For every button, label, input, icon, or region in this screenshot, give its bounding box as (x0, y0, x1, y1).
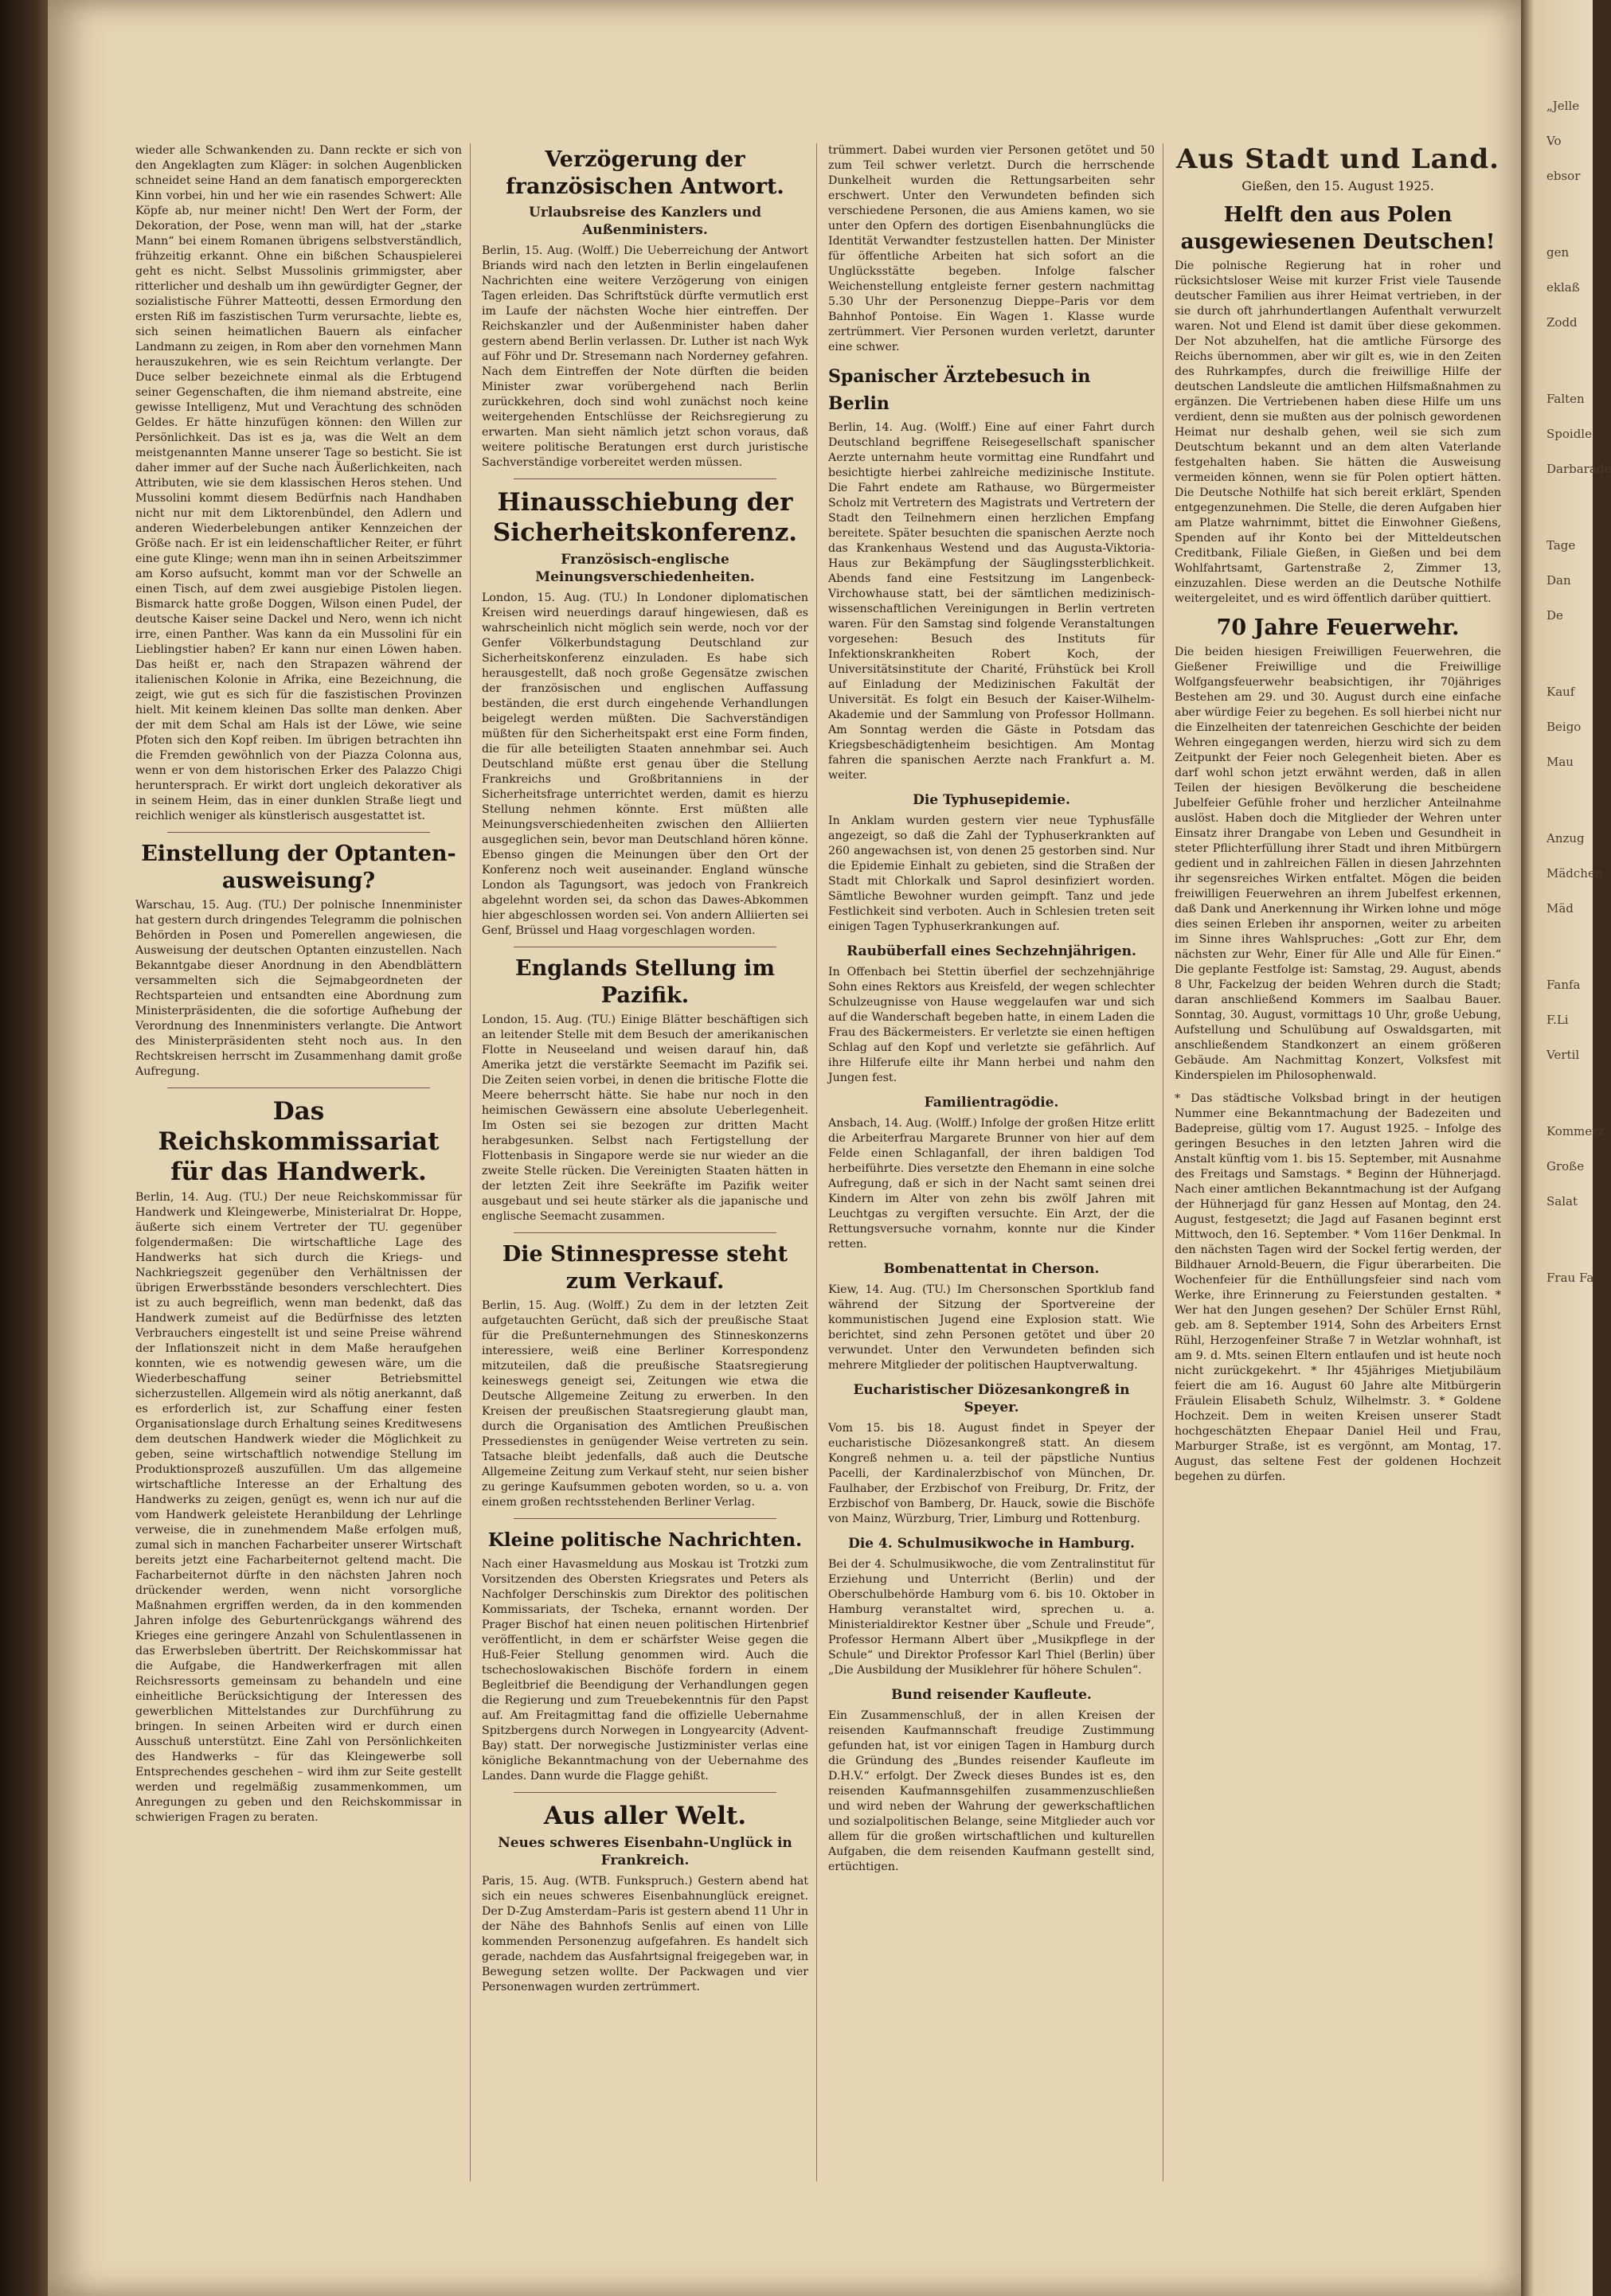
adjacent-page-edge (1521, 0, 1611, 2296)
edge-fragment: Dan (1546, 573, 1571, 588)
article-subhead: Bund reisender Kaufleute. (891, 1687, 1092, 1703)
separator-rule (514, 1518, 776, 1519)
article-subhead: Französisch-englische Meinungsverschiedenheiten. (535, 552, 755, 585)
article-headline: Das Reichskommissariat für das Handwerk. (158, 1097, 440, 1186)
edge-fragment: Anzug (1546, 831, 1585, 845)
article-body: Bei der 4. Schulmusikwoche, die vom Zentralinstitut für Erziehung und Unterricht (Berlin) und der Oberschulbehörde Hamburg vom 6. bis 10. Oktober in Hamburg veranstaltet wird, sprechen u. a. Ministerialdirektor Kestner über „Schule und Freude“, Professor Hermann Albert über „Musikpflege in der Schule“ und Direktor Professor Karl Thiel (Berlin) über „Die Ausbildung der Musiklehrer für höhere Schulen“. (828, 1558, 1155, 1677)
article-body: Die polnische Regierung hat in roher und rücksichtsloser Weise mit kurzer Frist viele Tausende deutscher Familien aus ihrer Heimat vertrieben, in der sie durch oft jahrhundertlangen Aufenthalt verwurzelt waren. Not und Elend ist damit über diese gekommen. Der Not abzuhelfen, hat die amtliche Fürsorge des Reichs übernommen, aber wir gilt es, wie in den Zeiten des Ruhrkampfes, durch die freiwillige Hilfe der deutschen Landsleute die amtlichen Hilfsmaßnahmen zu ergänzen. Die Vertriebenen haben diese Hilfe um uns verdient, denn sie mußten aus der polnisch gewordenen Heimat nur deshalb gehen, weil sie sich zum Deutschtum bekannt und an dem alten Vaterlande festgehalten haben. Sie hätten die Ausweisung vermeiden können, wenn sie für Polen optiert hätten. Die Deutsche Nothilfe hat sich bereit erklärt, Spenden entgegenzunehmen. Die Stelle, die deren Aufgaben hier am Platze wahrnimmt, bittet die Einwohner Gießens, Spenden auf ihr Konto bei der Mitteldeutschen Creditbank, Filiale Gießen, in Gießen und bei dem Wohlfahrtsamt, Gartenstraße 2, Zimmer 13, einzuzahlen. Diese werden an die Deutsche Nothilfe weitergeleitet, und es wird öffentlich darüber quittiert. (1175, 260, 1501, 605)
edge-fragment: gen (1546, 245, 1570, 260)
edge-fragment: Vertil (1546, 1048, 1580, 1062)
article-headline: Kleine politische Nachrichten. (487, 1529, 803, 1551)
edge-fragment: De (1546, 608, 1563, 623)
edge-fragment: Große (1546, 1159, 1585, 1173)
edge-fragment: F.Li (1546, 1013, 1569, 1027)
article-body: Kiew, 14. Aug. (TU.) Im Chersonschen Sportklub fand während der Sitzung der Sportvereine der kommunistischen Jugend eine Explosion statt. Wie berichtet, sind zehn Personen getötet und über 20 verwundet. Unter den Verwundeten befinden sich mehrere Mitglieder der politischen Hauptverwaltung. (828, 1283, 1155, 1372)
article-body: London, 15. Aug. (TU.) In Londoner diplomatischen Kreisen wird neuerdings darauf hingewiesen, daß es wahrscheinlich nicht möglich sein werde, noch vor der Genfer Völkerbundstagung Deutschland zur Sicherheitskonferenz einzuladen. Es habe sich herausgestellt, daß noch große Gegensätze zwischen der französischen und englischen Auffassung beständen, die erst durch eingehende Verhandlungen beigelegt werden müßten. Die Sachverständigen müßten für den Sicherheitspakt erst eine Form finden, die für alle beteiligten Staaten annehmbar sei. Auch Deutschland müßte erst genau über die Stellung Frankreichs und Großbritanniens in der Sicherheitsfrage unterrichtet werden, damit es hierzu Stellung nehmen könnte. Erst müßten alle Meinungsverschiedenheiten zwischen den Alliierten ausgeglichen sein, bevor man Deutschland hören könne. Ebenso gingen die Meinungen über den Ort der Konferenz noch weit auseinander. England wünsche London als Tagungsort, was jedoch von Frankreich abgelehnt worden sei, da schon das Dawes-Abkommen hier abgeschlossen worden sei. Von andern Alliierten sei Genf, Brüssel und Haag vorgeschlagen worden. (482, 592, 808, 937)
column-3 (828, 143, 1155, 2181)
edge-fragment: Vo (1546, 134, 1562, 148)
article-body: In Offenbach bei Stettin überfiel der sechzehnjährige Sohn eines Rektors aus Kreisfeld, der wegen schlechter Schulzeugnisse von Hause weggelaufen war und sich auf die Wanderschaft begeben hatte, in einem Laden die Frau des Bäckermeisters. Er verletzte sie einen heftigen Schlag auf den Kopf und verletzte sie gefährlich. Auf ihre Hilferufe eilte ihr Mann herbei und nahm den Jungen fest. (828, 966, 1155, 1084)
edge-fragment: Frau Fa (1546, 1271, 1594, 1285)
article-body: Ein Zusammenschluß, der in allen Kreisen der reisenden Kaufmannschaft freudige Zustimmung gefunden hat, ist vor einigen Tagen in Hamburg durch die Gründung des „Bundes reisender Kaufleute im D.H.V.“ erfolgt. Der Zweck dieses Bundes ist es, den reisenden Kaufmannsgehilfen zusammenzuschließen und wird neben der Wahrung der gewerkschaftlichen und sozialpolitischen Belange, seine Mitglieder auch vor allem für die großen wirtschaftlichen und kulturellen Aufgaben, die dem reisenden Kaufmann gestellt sind, ertüchtigen. (828, 1709, 1155, 1873)
edge-fragment: Tage (1546, 538, 1576, 553)
edge-fragment: eklaß (1546, 280, 1580, 295)
edge-fragment: Falten (1546, 392, 1585, 406)
edge-fragment: Spoidle (1546, 427, 1592, 441)
article-body: Berlin, 15. Aug. (Wolff.) Die Ueberreichung der Antwort Briands wird nach den letzten in Berlin eingelaufenen Nachrichten eine weitere Verzögerung von einigen Tagen erleiden. Das Schriftstück dürfte vermutlich erst im Laufe der nächsten Woche hier eintreffen. Der Reichskanzler und der Außenminister haben daher gestern abend Berlin verlassen. Dr. Luther ist nach Wyk auf Föhr und Dr. Stresemann nach Norderney gefahren. Nach dem Eintreffen der Note dürften die beiden Minister zwar vorübergehend nach Berlin zurückkehren, doch sind wohl zunächst noch keine weitergehenden Entschlüsse der Reichsregierung zu erwarten. Man sieht nämlich jetzt schon voraus, daß weitere politische Beratungen erst durch juristische Sachverständige vorbereitet werden müssen. (482, 244, 808, 469)
article-subhead: Urlaubsreise des Kanzlers und Außenministers. (529, 205, 761, 238)
separator-rule (167, 832, 430, 833)
separator-rule (514, 478, 776, 479)
separator-rule (514, 1232, 776, 1233)
article-body: In Anklam wurden gestern vier neue Typhusfälle angezeigt, so daß die Zahl der Typhuserkrankten auf 260 angewachsen ist, von denen 25 gestorben sind. Nur die Epidemie Einhalt zu gebieten, sind die Straßen der Stadt mit Chlorkalk und Saprol desinfiziert worden. Sämtliche Bewohner wurden geimpft. Tanz und jede Festlichkeit sind verboten. Auch in Schlesien treten seit einigen Tagen Typhuserkrankungen auf. (828, 814, 1155, 933)
edge-fragment: Salat (1546, 1194, 1578, 1209)
article-headline: Spanischer Ärztebesuch in Berlin (828, 366, 1091, 414)
article-body: trümmert. Dabei wurden vier Personen getötet und 50 zum Teil schwer verletzt. Durch die herrschende Dunkelheit wurden die Rettungsarbeiten sehr erschwert. Unter den Verwundeten befinden sich verschiedene Personen, die aus Amiens kamen, wo sie unter den Opfern des dortigen Eisenbahnunglücks die Identität Verwandter festzustellen hatten. Der Minister für öffentliche Arbeiten hat sich sofort an die Unglücksstätte begeben. Infolge falscher Weichenstellung entgleiste ferner gestern nachmittag 5.30 Uhr der Personenzug Dieppe–Paris vor dem Bahnhof Pontoise. Ein Wagen 1. Klasse wurde zertrümmert. Vier Personen wurden verletzt, darunter eine schwer. (828, 144, 1155, 353)
article-subhead: Die 4. Schulmusikwoche in Hamburg. (848, 1536, 1135, 1552)
article-subhead: Raubüberfall eines Sechzehnjährigen. (847, 943, 1136, 959)
article-body: Berlin, 14. Aug. (TU.) Der neue Reichskommissar für Handwerk und Kleingewerbe, Ministerialrat Dr. Hoppe, äußerte sich einem Vertreter der TU. gegenüber folgendermaßen: Die wirtschaftliche Lage des Handwerks hat sich durch die Kriegs- und Nachkriegszeit gegenüber den Verhältnissen der übrigen Erwerbsstände besonders verschlechtert. Dies ist zu auch begreiflich, wenn man bedenkt, daß das Handwerk zumeist auf die Bedürfnisse des letzten Verbrauchers eingestellt ist und seine Preise während der Inflationszeit nicht in dem Maße heraufgehen konnten, wie es notwendig gewesen wäre, um die Wiederbeschaffung seiner Betriebsmittel sicherzustellen. Allgemein wird als nötig anerkannt, daß es erforderlich ist, zur Schaffung einer festen Organisationslage durch Erhaltung seines Kreditwesens dem deutschen Handwerk wieder die Möglichkeit zu geben, seine wirtschaftlich notwendige Stellung im Produktionsprozeß auszufüllen. Um das allgemeine wirtschaftliche Interesse an der Erhaltung des Handwerks zu zeigen, genügt es, wenn ich nur auf die vom Handwerk geleistete Heranbildung der Lehrlinge verweise, die in zunehmendem Maße erfolgen muß, zumal sich in manchen Facharbeiter unserer Wirtschaft bereits jetzt eine Facharbeiternot geltend macht. Die Facharbeiternot dürfte in den nächsten Jahren noch drückender werden, wenn nicht vorsorgliche Maßnahmen ergriffen werden, da in den kommenden Jahren infolge des Geburtenrückgangs während des Krieges eine geringere Anzahl von Schulentlassenen in das Erwerbsleben übertritt. Der Reichskommissar hat die Aufgabe, die Handwerkerfragen mit allen Reichsressorts gemeinsam zu behandeln und eine einheitliche Berücksichtigung der Interessen des gewerblichen Mittelstandes zur Durchführung zu bringen. In seinen Arbeiten wird er durch einen Ausschuß unterstützt. Eine Zahl von Persönlichkeiten des Handwerks – für das Kleingewerbe soll Entsprechendes geschehen – wird ihm zur Seite gestellt werden und regelmäßig zusammenkommen, um Anregungen zu geben und den Reichskommissar in schwierigen Fragen zu beraten. (135, 1191, 462, 1824)
article-headline: Einstellung der Optanten-ausweisung? (141, 841, 456, 893)
article-subhead: Eucharistischer Diözesankongreß in Speyer. (853, 1382, 1130, 1415)
article-body: London, 15. Aug. (TU.) Einige Blätter beschäftigen sich an leitender Stelle mit dem Besuch der amerikanischen Flotte in Neuseeland und weisen darauf hin, daß Amerika jetzt die verstärkte Seemacht im Pazifik sei. Die Zeiten seien vorbei, in denen die britische Flotte die Meere beherrscht hätte. Sie habe nur noch in den heimischen Gewässern eine absolute Ueberlegenheit. Im Osten sei sie bezogen zur dritten Macht herabgesunken. Selbst nach Fertigstellung der Flottenbasis in Singapore werde sie nur wieder an die zweite Stelle rücken. Die Vereinigten Staaten hätten in der letzten Zeit ihre Seekräfte im Pazifik weiter ausgebaut und sei heute stärker als die japanische und englische Seemacht zusammen. (482, 1013, 808, 1223)
article-body: Berlin, 15. Aug. (Wolff.) Zu dem in der letzten Zeit aufgetauchten Gerücht, daß sich der preußische Staat für die Preßunternehmungen des Stinneskonzerns interessiere, weiß eine Berliner Korrespondenz mitzuteilen, daß die preußische Staatsregierung keineswegs geneigt sei, Zeitungen wie etwa die Deutsche Allgemeine Zeitung zu erwerben. In den Kreisen der preußischen Staatsregierung glaubt man, durch die Organisation des Amtlichen Preußischen Pressedienstes in genügender Weise vertreten zu sein. Tatsache bleibt jedenfalls, daß auch die Deutsche Allgemeine Zeitung zum Verkauf steht, nur seien bisher zu geringe Kaufsummen geboten worden, so u. a. von einem großen rechtsstehenden Berliner Verlag. (482, 1299, 808, 1509)
column-4 (1175, 143, 1501, 2181)
article-body: * Das städtische Volksbad bringt in der heutigen Nummer eine Bekanntmachung der Badezeiten und Badepreise, gültig vom 17. August 1925. – Infolge des geringen Besuches in den letzten Jahren wird die Anstalt künftig vom 1. bis 15. September, mit Ausnahme des Freitags und Samstags. * Beginn der Hühnerjagd. Nach einer amtlichen Bekanntmachung ist der Aufgang der Hühnerjagd für ganz Hessen auf Montag, den 24. August, festgesetzt; die Jagd auf Fasanen beginnt erst Mittwoch, den 16. September. * Vom 116er Denkmal. In den nächsten Tagen wird der Sockel fertig werden, der Bildhauer Arnold-Beuern, die Figur überarbeiten. Die Wochenfeier für die Enthüllungsfeier sind nach vom Werke, ihre Erinnerung zu Feierstunden gestalten. * Wer hat den Jungen gesehen? Der Schüler Ernst Rühl, geb. am 8. September 1914, Sohn des Arbeiters Ernst Rühl, Herzogenfeiner Straße 7 in Wetzlar wohnhaft, ist am 9. d. Mts. seinen Eltern entlaufen und ist heute noch nicht zurückgekehrt. * Ihr 45jähriges Mietjubiläum feiert die am 16. August 60 Jahre alte Mitbürgerin Fräulein Elisabeth Schulz, Wilhelmstr. 3. * Goldene Hochzeit. Dem in weiten Kreisen unserer Stadt hochgeschätzten Ehepaar Daniel Heil und Frau, Marburger Straße, ist es vergönnt, am Montag, 17. August, das seltene Fest der goldenen Hochzeit begehen zu dürfen. (1175, 1092, 1501, 1483)
separator-rule (167, 1087, 430, 1088)
edge-fragment: Kommerz (1546, 1124, 1605, 1138)
article-body: Warschau, 15. Aug. (TU.) Der polnische Innenminister hat gestern durch dringendes Telegramm die polnischen Behörden in Posen und Pomerellen angewiesen, die Ausweisung der deutschen Optanten einzustellen. Nach Bekanntgabe dieser Anordnung in den Abendblättern versammelten sich die Sejmabgeordneten der Rechtsparteien und entsandten eine Abordnung zum Ministerpräsidenten, die die sofortige Aufhebung der Verordnung des Innenministers verlangte. Die Antwort des Ministerpräsidenten steht noch aus. In den Rechtskreisen herrscht im Zusammenhang damit große Aufregung. (135, 899, 462, 1078)
edge-fragment: Zodd (1546, 315, 1578, 330)
article-headline: Hinausschiebung der Sicherheitskonferenz. (492, 488, 798, 547)
edge-fragment: Fanfa (1546, 978, 1581, 992)
edge-fragment: Mädchen (1546, 866, 1603, 881)
column-1 (135, 143, 462, 2181)
article-body: Paris, 15. Aug. (WTB. Funkspruch.) Gestern abend hat sich ein neues schweres Eisenbahnunglück ereignet. Der D-Zug Amsterdam–Paris ist gestern abend 11 Uhr in der Nähe des Bahnhofs Senlis auf einen von Lille kommenden Personenzug aufgefahren. Es handelt sich gerade, nachdem das Ausfahrtsignal freigegeben war, in Bewegung setzen wollte. Der Packwagen und vier Personenwagen wurden zertrümmert. (482, 1875, 808, 1993)
edge-fragment: ebsor (1546, 169, 1581, 183)
edge-fragment: Mäd (1546, 901, 1574, 916)
article-subhead: Bombenattentat in Cherson. (883, 1261, 1100, 1277)
edge-fragment: „Jelle (1546, 99, 1580, 113)
article-body: Die beiden hiesigen Freiwilligen Feuerwehren, die Gießener Freiwillige und die Freiwillige Wolfgangsfeuerwehr beabsichtigen, ihr 70jähriges Bestehen am 29. und 30. August durch eine einfache aber würdige Feier zu begehen. Es soll hierbei nicht nur die Einzelheiten der tatenreichen Geschichte der beiden Wehren eingegangen werden, hierzu wird sich zu dem Zeitpunkt der Feier noch Gelegenheit bieten. Aber es darf wohl schon jetzt erwähnt werden, daß in allen Teilen der hiesigen Bevölkerung die bescheidene Jubelfeier Gefühle froher und herzlicher Anteilnahme auslöst. Haben doch die Mitglieder der Wehren unter Einsatz ihrer Drangabe von Leben und Gesundheit in steter Pflichterfüllung ihrer Stadt und ihren Mitbürgern gedient und in zahlreichen Fällen in diesen Jahrzehnten ihr segensreiches Wirken entfaltet. Mögen die beiden freiwilligen Feuerwehren an ihrem Jubelfest erkennen, daß Dank und Anerkennung ihr Wirken lohne und möge dies seinen Erleben ihr anspornen, weiter zu arbeiten im Sinne ihres Wahlspruches: „Gott zur Ehr, dem nächsten zur Wehr, Einer für Alle und Alle für Einen.“ Die geplante Festfolge ist: Samstag, 29. August, abends 8 Uhr, Fackelzug der beiden Wehren durch die Stadt; daran anschließend Kommers im Saalbau Bauer. Sonntag, 30. August, vormittags 10 Uhr, große Uebung, Aufstellung und Schulübung auf Oswaldsgarten, mit anschließendem Standkonzert an einem größeren Gebäude. Am Nachmittag Konzert, Volksfest mit Kinderspielen im Philosophenwald. (1175, 646, 1501, 1082)
column-2 (482, 143, 808, 2181)
column-rule (470, 143, 471, 2181)
article-headline: Helft den aus Polen ausgewiesenen Deutschen! (1180, 203, 1496, 254)
article-body: Nach einer Havasmeldung aus Moskau ist Trotzki zum Vorsitzenden des Obersten Kriegsrates und Peters als Nachfolger Derschinskis zum Direktor des politischen Kommissariats, der Tscheka, ernannt worden. Der Prager Bischof hat einen neuen politischen Hirtenbrief veröffentlicht, in dem er schärfster Weise gegen die Huß-Feier Stellung genommen wird. Auch die tschechoslowakischen Bischöfe fordern in einem Begleitbrief die Beendigung der Verhandlungen gegen die Regierung und zum Treuebekenntnis für den Papst auf. Am Freitagmittag fand die offizielle Uebernahme Spitzbergens durch Norwegen in Longyearcity (Advent-Bay) statt. Der norwegische Justizminister verlas eine königliche Bekanntmachung von der Uebernahme des Landes. Dann wurde die Flagge gehißt. (482, 1558, 808, 1783)
article-headline: Verzögerung der französischen Antwort. (506, 147, 784, 199)
column-rule (816, 143, 817, 2181)
newspaper-page (48, 0, 1521, 2296)
article-subhead: Neues schweres Eisenbahn-Unglück in Frankreich. (498, 1835, 792, 1868)
dateline: Gießen, den 15. August 1925. (1241, 178, 1434, 193)
book-spine (0, 0, 48, 2296)
edge-fragment: Kauf (1546, 685, 1575, 699)
article-headline: Die Stinnespresse steht zum Verkauf. (502, 1242, 788, 1294)
separator-rule (514, 1792, 776, 1793)
edge-fragment: Mau (1546, 755, 1574, 769)
article-body: Vom 15. bis 18. August findet in Speyer der eucharistische Diözesankongreß statt. An diesem Kongreß nehmen u. a. teil der päpstliche Nuntius Pacelli, der Kardinalerzbischof von München, Dr. Faulhaber, der Erzbischof von Freiburg, Dr. Fritz, der Erzbischof von Bamberg, Dr. Hauck, sowie die Bischöfe von Mainz, Würzburg, Trier, Limburg und Rottenburg. (828, 1422, 1155, 1525)
article-subhead: Die Typhusepidemie. (913, 792, 1070, 808)
edge-fragment: Beigo (1546, 720, 1582, 734)
section-title: Aus Stadt und Land. (1176, 143, 1500, 175)
article-body: Ansbach, 14. Aug. (Wolff.) Infolge der großen Hitze erlitt die Arbeiterfrau Margarete Brunner von hier auf dem Felde einen Schlaganfall, der ihren baldigen Tod herbeiführte. Dies versetzte den Ehemann in eine solche Aufregung, daß er sich in der Nacht samt seinen drei Kindern im Alter von zehn bis zwölf Jahren mit Leuchtgas zu vergiften versuchte. Ein Arzt, der die Rettungsversuche vornahm, konnte nur die Kinder retten. (828, 1117, 1155, 1251)
article-headline: Aus aller Welt. (543, 1802, 747, 1830)
article-headline: Englands Stellung im Pazifik. (515, 956, 775, 1008)
adjacent-page-fragments (1546, 96, 1611, 1302)
article-body: wieder alle Schwankenden zu. Dann reckte er sich von den Angeklagten zum Kläger: in solchen Augenblicken schneidet seine Hand an dem fanatisch emporgereckten Kinn vorbei, hin und her wie ein rasendes Schwert: Alle Köpfe ab, nur meiner nicht! Den Wert der Form, der Dekoration, der Pose, wenn man will, hat der „starke Mann“ bei einem Romanen übrigens selbstverständlich, frühzeitig erkannt. Ohne ein bißchen Schauspielerei geht es nicht. Selbst Mussolinis grimmigster, aber ritterlicher und deshalb um ihn gewürdigter Gegner, der sozialistische Führer Matteotti, dessen Ermordung den ersten Riß im faszistischen Turm verursachte, liebte es, sich seinen heimatlichen Bauern als einfacher Landmann zu zeigen, in Rom aber den vornehmen Mann herauszukehren, wie es sein Reichtum verlangte. Der Duce selber bezeichnete einmal als die Erbtugend seiner Gegenschaften, die ihm niemand abstreite, eine gewisse Intelligenz, Mut und Verachtung des schnöden Geldes. Er hätte hinzufügen können: den Willen zur Persönlichkeit. Das ist es ja, was die Welt an dem meistgenannten Manne unserer Tage so besticht. Sie ist daher immer auf der Suche nach Äußerlichkeiten, nach Attributen, wie sie dem klassischen Heros stehen. Und Mussolini kommt diesem Bedürfnis nach Handhaben nicht nur mit dem Liktorenbündel, den Adlern und anderen Wiederbelebungen antiker Kennzeichen der Größe nach. Er ist ein leidenschaftlicher Reiter, er führt eine gute Klinge; wenn man ihn in seinen Arbeitszimmer am Korso aufsucht, kommt man vor der Schwelle an einen Tisch, auf dem zwei ausgiebige Pistolen liegen. Bismarck hatte große Doggen, Wilson einen Pudel, der deutsche Kaiser seine Dackel und Nero, wenn ich nicht irre, einen Panther. Was kann da ein Mussolini für ein Lieblingstier haben? Er kann nur einen Löwen haben. Das heißt er, nach den Strapazen während der italienischen Kolonie in Afrika, eine Bezeichnung, die zeigt, wie gut es sich für die faszistischen Provinzen hielt. Mit keinem kleinen Das sollte man denken. Aber der mit dem Schal am Hals ist der Löwe, wie seine Pfoten sich den Kopf reiben. Im übrigen betrachten ihn die Fremden gewöhnlich von der Piazza Colonna aus, wenn er von dem historischen Erker des Palazzo Chigi heruntersprach. Er wirkt dort ungleich dekorativer als in seinem Heim, das in einer dunklen Straße liegt und reichlich weniger als künstlerisch ausgestattet ist. (135, 144, 462, 822)
edge-fragment: Darbarade (1546, 462, 1611, 476)
article-body: Berlin, 14. Aug. (Wolff.) Eine auf einer Fahrt durch Deutschland begriffene Reisegesellschaft spanischer Aerzte unternahm heute vormittag eine Rundfahrt und besichtigte hierbei zahlreiche medizinische Institute. Die Fahrt endete am Rathause, wo Bürgermeister Scholz mit Vertretern des Magistrats und Vertretern der Stadt den Teilnehmern einen herzlichen Empfang bereitete. Später besuchten die spanischen Aerzte noch das Krankenhaus Westend und das Augusta-Viktoria-Haus zur Bekämpfung der Säuglingssterblichkeit. Abends fand eine Festsitzung im Langenbeck-Virchowhause statt, bei der sämtlichen medizinisch-wissenschaftlichen Vereinigungen in Berlin vertreten waren. Für den Samstag sind folgende Veranstaltungen vorgesehen: Besuch des Instituts für Infektionskrankheiten Robert Koch, der Universitätsinstitute der Charité, Frühstück bei Kroll auf Einladung der Medizinischen Fakultät der Universität. Es folgt ein Besuch der Kaiser-Wilhelm-Akademie und der Sammlung von Professor Hollmann. Am Sonntag werden die Gäste in Potsdam das Kriegsbeschädigtenheim besichtigen. Am Montag fahren die spanischen Aerzte nach Frankfurt a. M. weiter. (828, 421, 1155, 782)
article-headline: 70 Jahre Feuerwehr. (1216, 615, 1460, 640)
article-subhead: Familientragödie. (924, 1095, 1059, 1111)
